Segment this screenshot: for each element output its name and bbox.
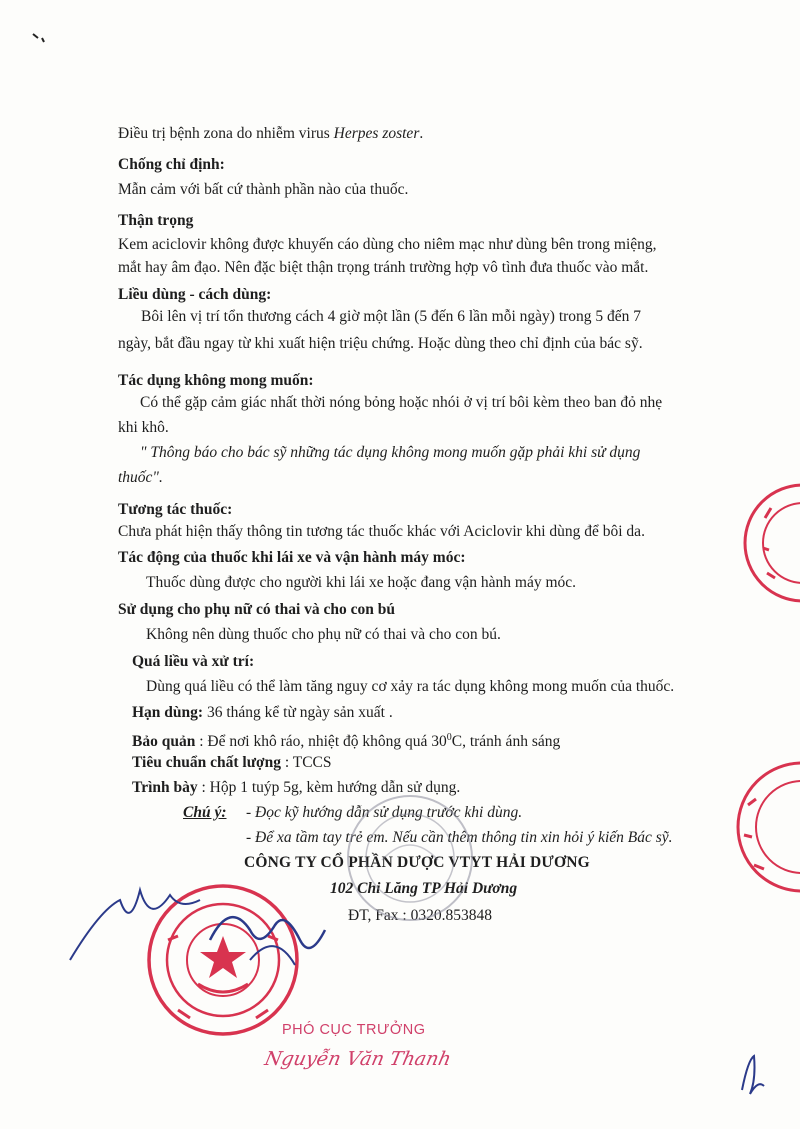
side-effects-line-3: " Thông báo cho bác sỹ những tác dụng không mong muốn gặp phải khi sử dụng [140,444,641,461]
initials-mark [738,1050,768,1100]
company-name: CÔNG TY CỔ PHẦN DƯỢC VTYT HẢI DƯƠNG [244,854,590,871]
corner-specks [30,30,60,50]
heading-driving: Tác động của thuốc khi lái xe và vận hành máy móc: [118,549,466,566]
expiry-label: Hạn dùng: [132,704,204,721]
company-stamp [342,790,478,926]
caution-line-2: mắt hay âm đạo. Nên đặc biệt thận trọng tránh trường hợp vô tình đưa thuốc vào mắt. [118,259,649,276]
edge-stamp-upper [735,478,800,608]
standard-value: : TCCS [280,754,332,771]
expiry-value: 36 tháng kể từ ngày sản xuất . [203,704,393,721]
indication-text: Điều trị bệnh zona do nhiễm virus [118,125,334,142]
standard-label: Tiêu chuẩn chất lượng [132,754,281,771]
indication-period: . [419,125,424,142]
company-phone: ĐT, Fax : 0320.853848 [348,907,492,924]
heading-side-effects: Tác dụng không mong muốn: [118,372,314,389]
heading-caution: Thận trọng [118,212,194,229]
packaging-label: Trình bày [132,779,198,796]
note-line-1: - Đọc kỹ hướng dẫn sử dụng trước khi dùng. [246,804,523,821]
indication-line [118,124,423,144]
signature-blue [60,870,350,990]
degree-superscript: 0 [446,732,452,743]
packaging-value: : Hộp 1 tuýp 5g, kèm hướng dẫn sử dụng. [197,779,461,796]
overdose-text: Dùng quá liều có thể làm tăng nguy cơ xảy ra tác dụng không mong muốn của thuốc. [146,678,675,695]
storage-text-end: C, tránh ánh sáng [451,733,561,751]
interactions-text: Chưa phát hiện thấy thông tin tương tác thuốc khác với Aciclovir khi dùng để bôi da. [118,523,645,540]
side-effects-line-2: khi khô. [118,419,169,436]
deputy-director-name: Nguyễn Văn Thanh [262,1048,454,1070]
expiry-line [132,703,393,723]
storage-label: Bảo quản [132,733,196,751]
edge-stamp-lower [720,755,800,900]
side-effects-line-4: thuốc". [118,469,163,486]
driving-text: Thuốc dùng được cho người khi lái xe hoặc đang vận hành máy móc. [146,574,577,591]
storage-text: : Để nơi khô ráo, nhiệt độ không quá 30 [195,733,447,751]
heading-pregnancy: Sử dụng cho phụ nữ có thai và cho con bú [118,601,396,618]
heading-overdose: Quá liều và xử trí: [132,653,255,670]
note-label: Chú ý: [183,804,227,821]
pregnancy-text: Không nên dùng thuốc cho phụ nữ có thai và cho con bú. [146,626,501,643]
heading-interactions: Tương tác thuốc: [118,501,233,518]
deputy-director-title: PHÓ CỤC TRƯỞNG [282,1022,426,1038]
caution-line-1: Kem aciclovir không được khuyến cáo dùng cho niêm mạc như dùng bên trong miệng, [118,236,657,253]
dosage-line-2: ngày, bắt đầu ngay từ khi xuất hiện triệu chứng. Hoặc dùng theo chỉ định của bác sỹ. [118,335,643,352]
heading-dosage: Liều dùng - cách dùng: [118,286,272,303]
standard-line [132,753,332,773]
side-effects-line-1: Có thể gặp cảm giác nhất thời nóng bỏng hoặc nhói ở vị trí bôi kèm theo ban đỏ nhẹ [140,394,663,411]
company-address: 102 Chi Lăng TP Hải Dương [330,880,518,897]
note-line-2: - Để xa tầm tay trẻ em. Nếu cần thêm thông tin xin hỏi ý kiến Bác sỹ. [246,829,673,846]
storage-line [132,728,560,752]
virus-name: Herpes zoster [333,125,420,142]
dosage-line-1: Bôi lên vị trí tổn thương cách 4 giờ một lần (5 đến 6 lần mỗi ngày) trong 5 đến 7 [141,308,642,325]
heading-contraindication: Chống chỉ định: [118,156,225,173]
contraindication-text: Mẫn cảm với bất cứ thành phần nào của thuốc. [118,181,409,198]
